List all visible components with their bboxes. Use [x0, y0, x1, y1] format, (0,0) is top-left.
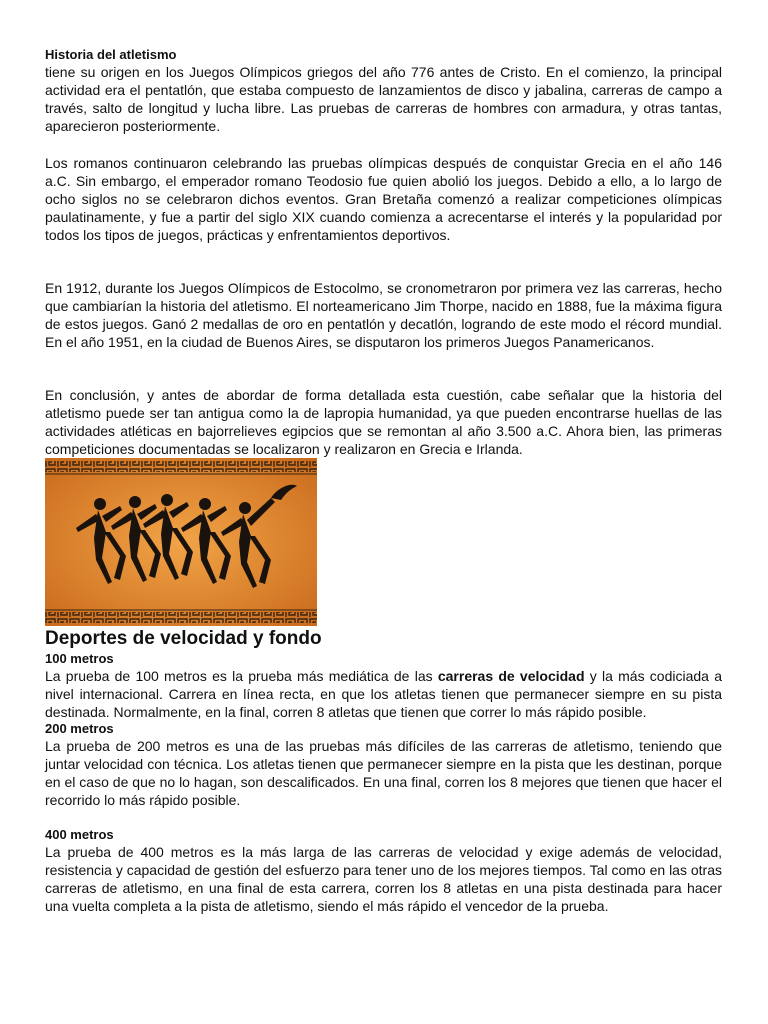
greek-runners-illustration: [45, 458, 317, 626]
paragraph-100m-part-b: y la más codiciada a nivel internacional. Carrera en línea recta, en que los atletas tienen que permanecer siempre en su pista destinada. Normalmente, en la final, corren 8 atletas que tienen que correr lo más rápido posible.: [45, 668, 722, 720]
history-paragraph-3: En 1912, durante los Juegos Olímpicos de Estocolmo, se cronometraron por primera vez las carreras, hecho que cambiarían la historia del atletismo. El norteamericano Jim Thorpe, nacido en 1888, fue la máxima figura de estos juegos. Ganó 2 medallas de oro en pentatlón y decatlón, logrando de este modo el récord mundial. En el año 1951, en la ciudad de Buenos Aires, se disputaron los primeros Juegos Panamericanos.: [45, 280, 722, 350]
link-carreras-velocidad[interactable]: carreras de velocidad: [437, 668, 585, 684]
heading-200m: 200 metros: [45, 721, 114, 736]
intro-block: [45, 47, 722, 135]
history-paragraph-1: tiene su origen en los Juegos Olímpicos griegos del año 776 antes de Cristo. En el comienzo, la principal actividad era el pentatlón, que estaba compuesto de lanzamientos de disco y jabalina, carreras de campo a través, salto de longitud y lucha libre. Las pruebas de carreras de hombres con armadura, y otras tantas, aparecieron posteriormente.: [45, 64, 722, 134]
paragraph-100m: [45, 667, 722, 721]
heading-100m: 100 metros: [45, 651, 114, 666]
speed-section: [45, 627, 722, 915]
paragraph-200m: La prueba de 200 metros es una de las pruebas más difíciles de las carreras de atletismo, teniendo que juntar velocidad con técnica. Los atletas tienen que permanecer siempre en la pista que les destinan, porque en el caso de que no lo hagan, son descalificados. En una final, corren los 8 mejores que tienen que hacer el recorrido lo más rápido posible.: [45, 738, 722, 808]
section-title: Deportes de velocidad y fondo: [45, 628, 322, 649]
paragraph-400m: La prueba de 400 metros es la más larga de las carreras de velocidad y exige además de velocidad, resistencia y capacidad de gestión del esfuerzo para tener uno de los mejores tiempos. Tal como en las otras carreras de atletismo, en una final de esta carrera, corren los 8 atletas en una pista destinada para hacer una vuelta completa a la pista de atletismo, siendo el más rápido el vencedor de la prueba.: [45, 844, 722, 914]
heading-400m: 400 metros: [45, 827, 114, 842]
conclusion-block: [45, 386, 722, 458]
romans-block: [45, 154, 722, 244]
paragraph-100m-part-a: La prueba de 100 metros es la prueba más mediática de las: [45, 668, 438, 684]
history-paragraph-2: Los romanos continuaron celebrando las pruebas olímpicas después de conquistar Grecia en el año 146 a.C. Sin embargo, el emperador romano Teodosio fue quien abolió los juegos. Debido a ello, a lo largo de ocho siglos no se celebraron dichos eventos. Gran Bretaña comenzó a realizar competiciones olímpicas paulatinamente, y fue a partir del siglo XIX cuando comienza a acrecentarse el interés y la popularidad por todos los tipos de juegos, prácticas y enfrentamientos deportivos.: [45, 155, 722, 243]
history-heading: Historia del atletismo: [45, 47, 177, 62]
stockholm-block: [45, 279, 722, 351]
history-paragraph-4: En conclusión, y antes de abordar de forma detallada esta cuestión, cabe señalar que la historia del atletismo puede ser tan antigua como la de lapropia humanidad, ya que pueden encontrarse huellas de las actividades atléticas en bajorrelieves egipcios que se remontan al año 3.500 a.C. Ahora bien, las primeras competiciones documentadas se localizaron y realizaron en Grecia e Irlanda.: [45, 387, 722, 457]
